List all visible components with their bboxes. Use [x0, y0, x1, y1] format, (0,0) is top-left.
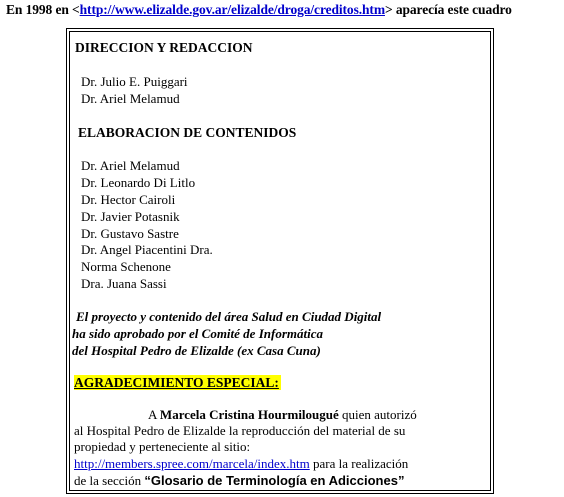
intro-prefix: En 1998 en <	[6, 2, 80, 17]
elaboracion-name: Dr. Hector Cairoli	[81, 192, 176, 207]
direccion-name: Dr. Julio E. Puiggari	[81, 74, 188, 89]
elaboracion-heading: ELABORACION DE CONTENIDOS	[78, 125, 297, 140]
elaboracion-name: Dr. Gustavo Sastre	[81, 226, 179, 241]
proyecto-line: ha sido aprobado por el Comité de Informática	[72, 326, 323, 341]
agradecimiento-line5-prefix: de la sección	[74, 473, 145, 488]
proyecto-line: del Hospital Pedro de Elizalde (ex Casa Cuna)	[72, 343, 321, 358]
agradecimiento-heading: AGRADECIMIENTO ESPECIAL:	[74, 375, 279, 390]
agradecimiento-line	[74, 473, 404, 489]
elaboracion-name: Dr. Javier Potasnik	[81, 209, 180, 224]
agradecimiento-line: al Hospital Pedro de Elizalde la reproducción del material de su	[74, 423, 406, 438]
agradecimiento-line4-suffix: para la realización	[309, 456, 409, 471]
agradecimiento-line1-prefix: A	[148, 407, 160, 422]
elaboracion-name: Dr. Leonardo Di Litlo	[81, 175, 196, 190]
glosario-title: “Glosario de Terminología en Adicciones”	[144, 473, 405, 488]
elaboracion-name: Dr. Angel Piacentini Dra.	[81, 242, 213, 257]
intro-suffix: > aparecía este cuadro	[384, 2, 512, 17]
elaboracion-name: Dr. Ariel Melamud	[81, 158, 180, 173]
intro-line	[6, 2, 564, 18]
agradecimiento-line1-suffix: quien autorizó	[338, 407, 417, 422]
direccion-name: Dr. Ariel Melamud	[81, 91, 180, 106]
agradecimiento-line	[74, 456, 408, 472]
source-url-link[interactable]: http://www.elizalde.gov.ar/elizalde/droga/creditos.htm	[79, 2, 385, 17]
marcela-site-link[interactable]: http://members.spree.com/marcela/index.htm	[74, 456, 310, 471]
agradecimiento-line	[148, 407, 417, 423]
credits-box	[66, 28, 494, 494]
elaboracion-name: Norma Schenone	[81, 259, 171, 274]
direccion-heading: DIRECCION Y REDACCION	[75, 40, 253, 55]
elaboracion-name: Dra. Juana Sassi	[81, 276, 167, 291]
credits-box-inner	[69, 31, 491, 491]
proyecto-line: El proyecto y contenido del área Salud en Ciudad Digital	[76, 309, 382, 324]
agradecimiento-heading-wrap	[74, 375, 281, 391]
agradecimiento-line: propiedad y perteneciente al sitio:	[74, 439, 251, 454]
agradecimiento-person: Marcela Cristina Hourmilougué	[159, 407, 339, 422]
